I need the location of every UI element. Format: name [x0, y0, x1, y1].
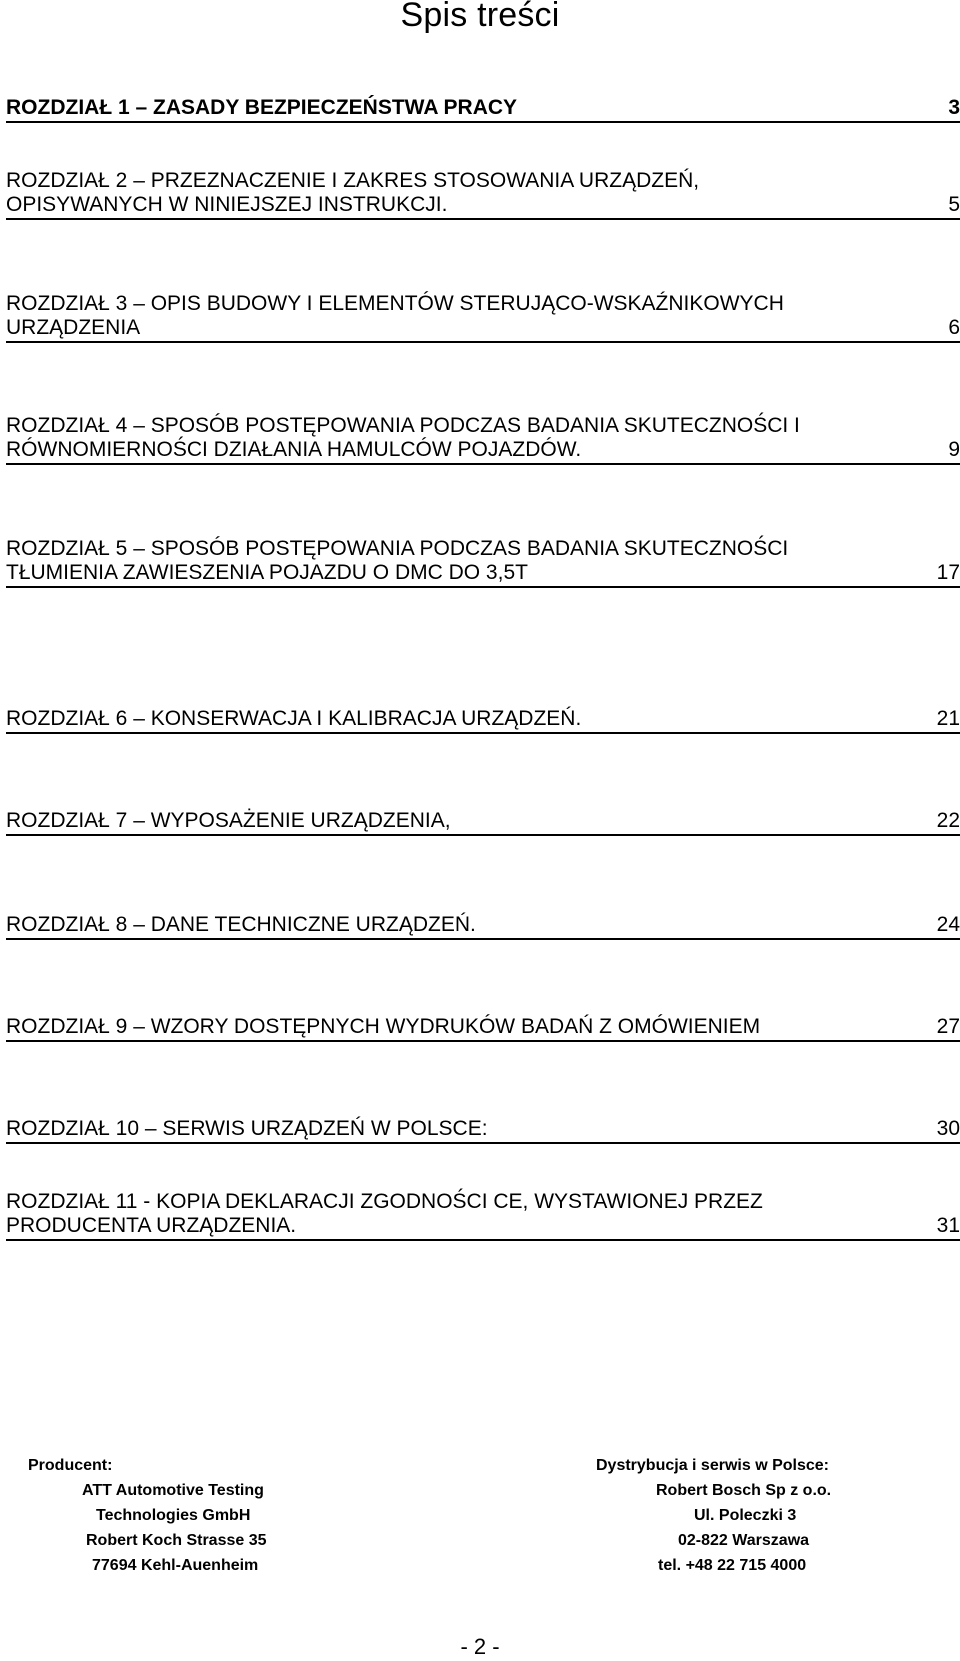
- toc-entry-title: RÓWNOMIERNOŚCI DZIAŁANIA HAMULCÓW POJAZDÓW.: [6, 438, 582, 461]
- toc-entry[interactable]: [6, 169, 960, 220]
- toc-entry-page: 5: [948, 193, 960, 216]
- toc-entry-title: URZĄDZENIA: [6, 316, 141, 339]
- toc-entry[interactable]: [6, 292, 960, 343]
- toc-entry-title: ROZDZIAŁ 2 – PRZEZNACZENIE I ZAKRES STOSOWANIA URZĄDZEŃ,: [6, 169, 700, 192]
- toc-entry-page: 31: [936, 1214, 960, 1237]
- toc-entry-title: ROZDZIAŁ 4 – SPOSÓB POSTĘPOWANIA PODCZAS BADANIA SKUTECZNOŚCI I: [6, 414, 800, 437]
- toc-entry[interactable]: [6, 537, 960, 588]
- toc-entry[interactable]: [6, 809, 960, 836]
- toc-entry-title: OPISYWANYCH W NINIEJSZEJ INSTRUKCJI.: [6, 193, 448, 216]
- toc-entry-page: 17: [936, 561, 960, 584]
- footer-producer-line: Technologies GmbH: [96, 1507, 251, 1524]
- toc-entry-page: 24: [936, 913, 960, 936]
- footer-producer-line: Robert Koch Strasse 35: [86, 1532, 267, 1549]
- toc-entry-page: 3: [948, 96, 960, 119]
- toc-entry-title: ROZDZIAŁ 1 – ZASADY BEZPIECZEŃSTWA PRACY: [6, 96, 518, 119]
- footer-producer-label: Producent:: [28, 1457, 113, 1474]
- toc-entry-page: 22: [936, 809, 960, 832]
- toc-entry-title: ROZDZIAŁ 9 – WZORY DOSTĘPNYCH WYDRUKÓW BADAŃ Z OMÓWIENIEM: [6, 1015, 761, 1038]
- footer-distributor-label: Dystrybucja i serwis w Polsce:: [596, 1457, 829, 1474]
- footer-distributor-line: Ul. Poleczki 3: [694, 1507, 797, 1524]
- toc-entry-title: TŁUMIENIA ZAWIESZENIA POJAZDU O DMC DO 3,5T: [6, 561, 528, 584]
- toc-entry-page: 27: [936, 1015, 960, 1038]
- toc-entry-title: ROZDZIAŁ 7 – WYPOSAŻENIE URZĄDZENIA,: [6, 809, 451, 832]
- page-title: Spis treści: [400, 0, 560, 34]
- toc-entry-title: ROZDZIAŁ 11 - KOPIA DEKLARACJI ZGODNOŚCI CE, WYSTAWIONEJ PRZEZ: [6, 1190, 763, 1213]
- footer-distributor-line: Robert Bosch Sp z o.o.: [656, 1482, 832, 1499]
- toc-entry-title: ROZDZIAŁ 5 – SPOSÓB POSTĘPOWANIA PODCZAS BADANIA SKUTECZNOŚCI: [6, 537, 789, 560]
- footer-producer-line: 77694 Kehl-Auenheim: [92, 1557, 259, 1574]
- toc-entry-page: 21: [936, 707, 960, 730]
- toc-entry[interactable]: [6, 1015, 960, 1042]
- toc-entry[interactable]: [6, 1190, 960, 1241]
- toc-entry-title: ROZDZIAŁ 3 – OPIS BUDOWY I ELEMENTÓW STERUJĄCO-WSKAŹNIKOWYCH: [6, 292, 784, 315]
- toc-entry-page: 9: [948, 438, 960, 461]
- footer-producer: [28, 1453, 288, 1578]
- page-number: - 2 -: [460, 1634, 500, 1659]
- footer-producer-line: ATT Automotive Testing: [82, 1482, 264, 1499]
- toc-entry[interactable]: [6, 1117, 960, 1144]
- footer-distributor: [596, 1453, 866, 1578]
- footer-distributor-line: 02-822 Warszawa: [678, 1532, 810, 1549]
- toc-entry-page: 30: [936, 1117, 960, 1140]
- toc-entry[interactable]: [6, 913, 960, 940]
- toc-entry-title: ROZDZIAŁ 6 – KONSERWACJA I KALIBRACJA URZĄDZEŃ.: [6, 707, 582, 730]
- footer-distributor-line: tel. +48 22 715 4000: [658, 1557, 807, 1574]
- toc-entry[interactable]: [6, 414, 960, 465]
- toc-entry-title: PRODUCENTA URZĄDZENIA.: [6, 1214, 297, 1237]
- toc-entry[interactable]: [6, 707, 960, 734]
- toc-entry-page: 6: [948, 316, 960, 339]
- toc-entry-title: ROZDZIAŁ 8 – DANE TECHNICZNE URZĄDZEŃ.: [6, 913, 476, 936]
- toc-entry[interactable]: [6, 96, 960, 123]
- toc-entry-title: ROZDZIAŁ 10 – SERWIS URZĄDZEŃ W POLSCE:: [6, 1117, 488, 1140]
